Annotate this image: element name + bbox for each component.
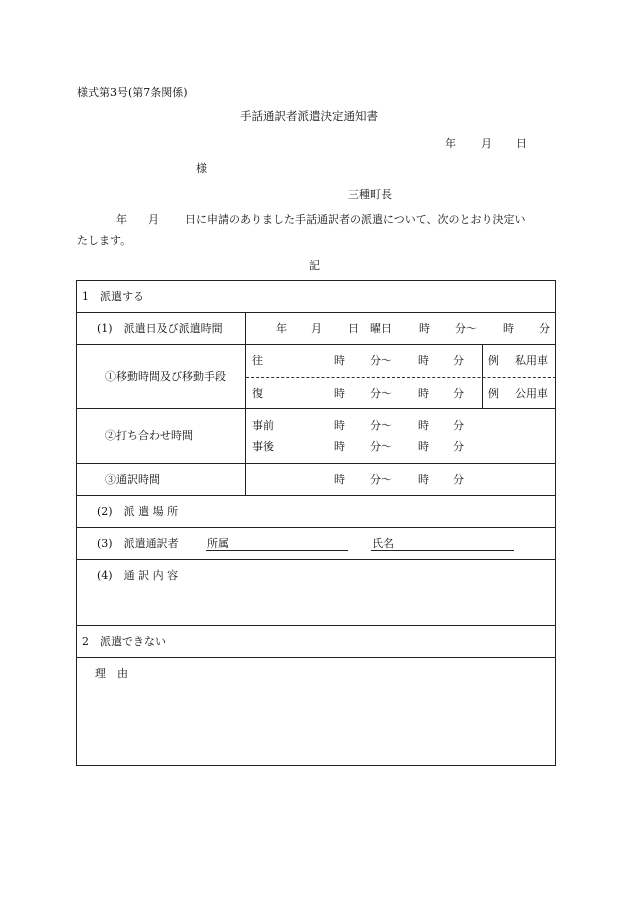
intro-month: 月 [148,213,159,226]
affiliation-label: 所属 [207,537,229,550]
column-divider [482,344,483,408]
ret-min-from: 分〜 [370,387,392,400]
date-year: 年 [445,137,456,150]
r1-hour-start: 時 [419,322,430,335]
table-rule [76,344,556,345]
it-hour: 時 [334,473,345,486]
public-car: 公用車 [515,387,548,400]
out-min-from: 分〜 [370,354,392,367]
column-divider [245,312,246,495]
interpreter-label: (3) 派遣通訳者 [97,537,179,550]
table-rule [76,312,556,313]
r1-min-start: 分〜 [455,322,477,335]
interpret-content-label: (4) 通 訳 内 容 [97,569,179,582]
ret-min-to: 分 [453,387,464,400]
reason-label: 理 由 [95,667,128,680]
decision-table [76,280,556,766]
ret-hour: 時 [334,387,345,400]
name-label: 氏名 [372,537,394,550]
r1-hour-end: 時 [503,322,514,335]
dashed-divider [246,377,556,378]
ret-hour-to: 時 [418,387,429,400]
date-day: 日 [516,137,527,150]
it-min-to: 分 [453,473,464,486]
table-rule [76,559,556,560]
before-min-to: 分 [453,419,464,432]
before-min-from: 分〜 [370,419,392,432]
r1-day: 日 [348,322,359,335]
out-hour: 時 [334,354,345,367]
r1-weekday: 曜日 [370,322,392,335]
after-min-to: 分 [453,440,464,453]
table-rule [76,495,556,496]
issuer: 三種町長 [348,188,392,201]
intro-text-cont: たします。 [77,234,132,247]
out-min-to: 分 [453,354,464,367]
r1-min-end: 分 [539,322,550,335]
example-mark: 例 [488,387,499,400]
intro-year: 年 [116,213,127,226]
it-hour-to: 時 [418,473,429,486]
private-car: 私用車 [515,354,548,367]
example-mark: 例 [488,354,499,367]
after-hour-to: 時 [418,440,429,453]
r1-month: 月 [311,322,322,335]
return-label: 復 [252,387,263,400]
before-hour-to: 時 [418,419,429,432]
intro-text: 日に申請のありました手話通訳者の派遣について、次のとおり決定い [185,213,526,226]
it-min-from: 分〜 [370,473,392,486]
section-not-dispatch: 2 派遣できない [82,635,166,648]
table-rule [76,527,556,528]
outbound-label: 往 [252,354,263,367]
dispatch-place-label: (2) 派 遣 場 所 [97,505,179,518]
table-rule [76,625,556,626]
document-title: 手話通訳者派遣決定通知書 [240,109,378,123]
addressee-suffix: 様 [196,162,207,175]
affiliation-underline [206,550,348,551]
after-min-from: 分〜 [370,440,392,453]
section-dispatch: 1 派遣する [82,290,144,303]
form-number: 様式第3号(第7条関係) [77,86,188,99]
r1-year: 年 [276,322,287,335]
after-hour: 時 [334,440,345,453]
name-underline [371,550,514,551]
interpret-time-label: ③通訳時間 [105,473,160,486]
table-rule [76,657,556,658]
table-rule [76,463,556,464]
before-hour: 時 [334,419,345,432]
dispatch-date-label: (1) 派遣日及び派遣時間 [97,322,223,335]
before-label: 事前 [252,419,274,432]
ki-mark: 記 [309,259,320,272]
table-rule [76,408,556,409]
meeting-label: ②打ち合わせ時間 [105,429,193,442]
out-hour-to: 時 [418,354,429,367]
after-label: 事後 [252,440,274,453]
travel-label: ①移動時間及び移動手段 [105,370,226,383]
date-month: 月 [481,137,492,150]
